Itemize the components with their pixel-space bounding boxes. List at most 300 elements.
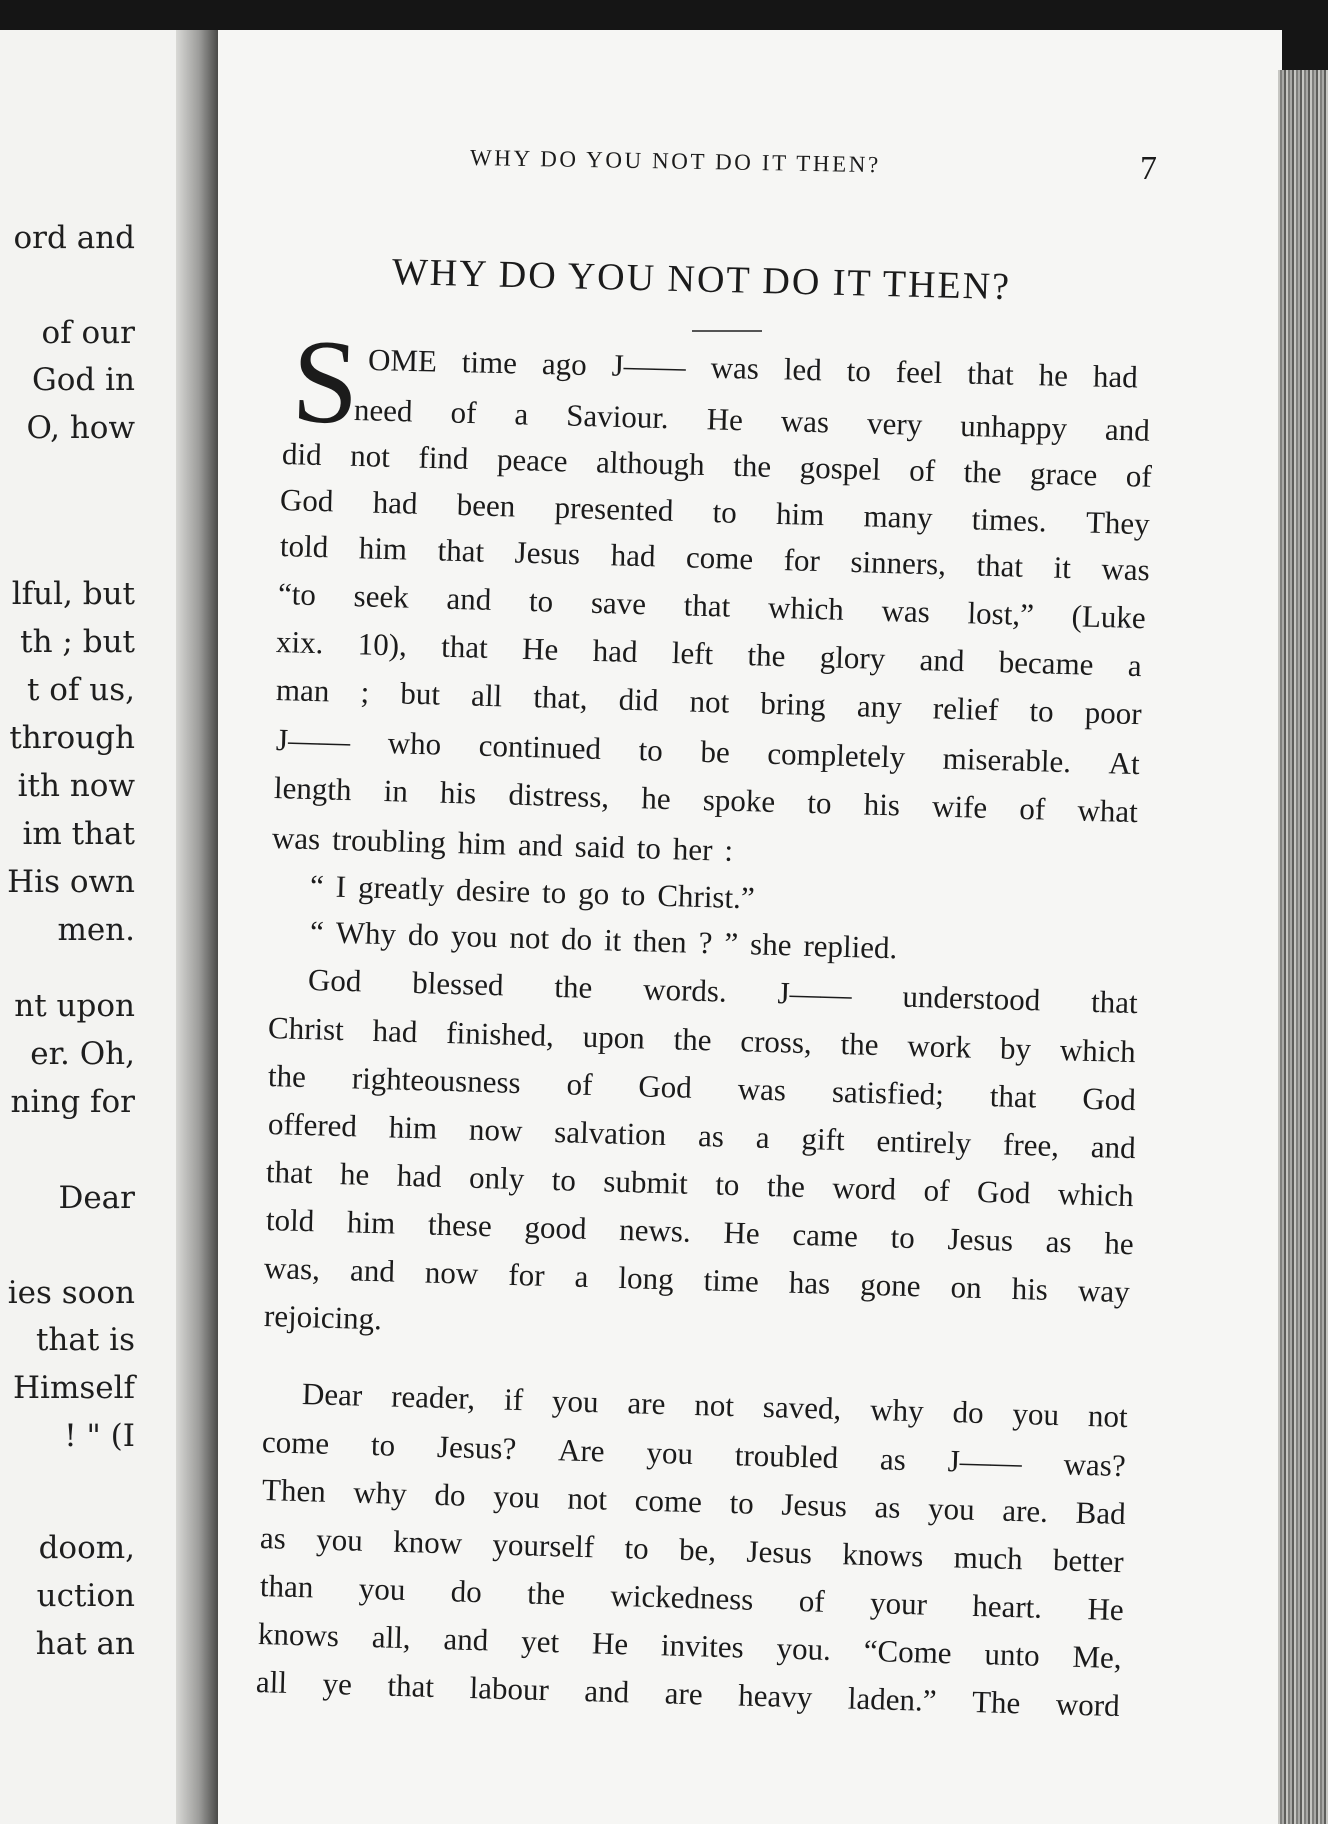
body-line bbox=[263, 1298, 382, 1341]
word: of bbox=[798, 1583, 826, 1619]
word: was bbox=[271, 820, 321, 857]
word: not bbox=[693, 1386, 735, 1424]
word: ? bbox=[698, 924, 713, 961]
word: : bbox=[723, 832, 734, 868]
word: spoke bbox=[702, 781, 776, 819]
word: God bbox=[307, 962, 362, 999]
word: do bbox=[952, 1394, 985, 1431]
word: labour bbox=[469, 1669, 550, 1708]
word: submit bbox=[602, 1163, 689, 1201]
word: find bbox=[418, 439, 469, 476]
word: of bbox=[908, 452, 936, 489]
word: He bbox=[723, 1214, 761, 1251]
word: greatly bbox=[357, 869, 445, 907]
word: bring bbox=[759, 685, 827, 723]
word: him bbox=[388, 1109, 438, 1146]
word: Bad bbox=[1075, 1494, 1127, 1532]
word: Jesus bbox=[781, 1486, 848, 1524]
word: his bbox=[1011, 1270, 1049, 1307]
word: time bbox=[461, 344, 518, 381]
word: heart. bbox=[971, 1587, 1043, 1625]
word: now bbox=[424, 1254, 479, 1291]
word: better bbox=[1052, 1542, 1125, 1580]
word: word bbox=[1055, 1686, 1121, 1724]
word: had bbox=[372, 484, 418, 521]
word: wickedness bbox=[610, 1577, 754, 1617]
word: him bbox=[346, 1204, 396, 1241]
word: to bbox=[528, 583, 554, 619]
word: offered bbox=[267, 1106, 358, 1144]
word: words. bbox=[642, 971, 728, 1009]
word: was? bbox=[1063, 1446, 1127, 1484]
word: OME bbox=[367, 342, 438, 379]
word: and bbox=[517, 826, 564, 864]
word: if bbox=[503, 1381, 524, 1418]
word: told bbox=[265, 1202, 315, 1239]
word: do bbox=[407, 916, 440, 953]
word: They bbox=[1085, 504, 1151, 542]
left-page-line: ning for bbox=[10, 1084, 135, 1120]
word: him bbox=[457, 825, 507, 862]
word: much bbox=[953, 1539, 1024, 1577]
word: you bbox=[1012, 1395, 1060, 1433]
word: time bbox=[703, 1262, 760, 1299]
word: save bbox=[590, 584, 647, 622]
left-page-line: men. bbox=[57, 912, 135, 948]
word: as bbox=[874, 1489, 901, 1525]
word: distress, bbox=[508, 776, 610, 815]
word: blessed bbox=[411, 964, 505, 1003]
running-head: WHY DO YOU NOT DO IT THEN? bbox=[469, 145, 882, 178]
word: “ bbox=[309, 914, 325, 950]
word: and bbox=[919, 641, 965, 679]
word: J—— bbox=[777, 975, 853, 1013]
word: you bbox=[450, 917, 499, 955]
word: Jesus bbox=[947, 1221, 1014, 1258]
word: salvation bbox=[553, 1114, 667, 1153]
word: had bbox=[396, 1157, 443, 1194]
word: had bbox=[1092, 358, 1139, 395]
word: ye bbox=[322, 1665, 353, 1702]
word: all bbox=[255, 1664, 288, 1700]
left-page-line: that is bbox=[35, 1322, 135, 1358]
word: the bbox=[673, 1021, 713, 1058]
word: word bbox=[831, 1169, 897, 1207]
left-page-line: ies soon bbox=[7, 1275, 135, 1311]
word: any bbox=[856, 688, 903, 725]
left-page-line: uction bbox=[36, 1578, 135, 1614]
word: very bbox=[866, 405, 923, 442]
word: came bbox=[792, 1216, 859, 1254]
word: many bbox=[863, 498, 933, 536]
word: why bbox=[352, 1474, 408, 1512]
word: do bbox=[560, 921, 593, 957]
word: Jesus? bbox=[436, 1428, 517, 1467]
word: who bbox=[387, 725, 442, 762]
word: Are bbox=[557, 1432, 606, 1469]
word: times. bbox=[971, 501, 1048, 539]
word: J—— bbox=[275, 722, 351, 760]
word: gone bbox=[859, 1266, 922, 1304]
word: miserable. bbox=[942, 740, 1072, 780]
word: did bbox=[281, 436, 323, 473]
word: your bbox=[869, 1585, 928, 1622]
word: you bbox=[315, 1521, 364, 1558]
word: to bbox=[712, 494, 738, 530]
word: go bbox=[577, 875, 610, 912]
word: At bbox=[1108, 745, 1141, 782]
word: unhappy bbox=[959, 407, 1068, 446]
word: are bbox=[627, 1385, 666, 1422]
word: seek bbox=[353, 578, 410, 615]
word: do bbox=[450, 1573, 483, 1610]
word: only bbox=[468, 1159, 525, 1197]
word: yourself bbox=[492, 1526, 595, 1565]
left-page-line: Dear bbox=[58, 1180, 135, 1216]
word: said bbox=[574, 828, 626, 865]
word: all, bbox=[371, 1619, 412, 1656]
word: not bbox=[1087, 1397, 1129, 1435]
word: not bbox=[566, 1480, 608, 1517]
word: but bbox=[399, 675, 441, 712]
word: you bbox=[927, 1490, 976, 1527]
word: was bbox=[1100, 550, 1151, 588]
word: Why bbox=[335, 914, 397, 952]
word: be bbox=[700, 733, 731, 770]
word: need bbox=[353, 392, 414, 429]
word: grace bbox=[1029, 455, 1098, 493]
word: he bbox=[640, 780, 672, 817]
drop-cap: S bbox=[289, 313, 361, 450]
word: that bbox=[440, 628, 489, 665]
word: was, bbox=[263, 1250, 321, 1287]
word: that bbox=[683, 587, 731, 624]
word: Saviour. bbox=[565, 397, 670, 436]
word: Then bbox=[261, 1472, 327, 1509]
word: the bbox=[267, 1058, 307, 1095]
word: saved, bbox=[762, 1388, 842, 1427]
word: gift bbox=[801, 1120, 846, 1158]
word: of bbox=[1125, 458, 1153, 494]
word: she bbox=[749, 926, 792, 963]
word: of bbox=[923, 1172, 950, 1209]
word: “Come bbox=[863, 1632, 953, 1671]
word: the bbox=[526, 1575, 566, 1612]
word: was bbox=[780, 403, 830, 440]
word: replied. bbox=[803, 927, 898, 966]
left-page-line: ith now bbox=[17, 768, 135, 804]
word: and bbox=[443, 1621, 489, 1658]
word: on bbox=[950, 1269, 983, 1306]
left-page-line: ! " (I bbox=[64, 1418, 135, 1454]
word: was bbox=[710, 349, 760, 386]
left-page-line: O, how bbox=[26, 410, 135, 446]
word: J—— bbox=[611, 347, 687, 385]
word: that bbox=[966, 355, 1015, 392]
word: you bbox=[492, 1478, 541, 1515]
word: his bbox=[439, 774, 477, 811]
word: a bbox=[755, 1119, 771, 1156]
left-page-line: t of us, bbox=[26, 672, 135, 708]
word: and bbox=[349, 1252, 396, 1289]
word: that bbox=[976, 547, 1024, 584]
word: then bbox=[632, 923, 688, 960]
word: come bbox=[685, 539, 754, 577]
word: the bbox=[840, 1026, 880, 1063]
word: to bbox=[1029, 693, 1055, 729]
word: Dear bbox=[301, 1376, 363, 1413]
word: J—— bbox=[947, 1443, 1023, 1481]
word: which bbox=[767, 589, 845, 627]
word: told bbox=[279, 528, 329, 565]
word: led bbox=[783, 351, 823, 388]
word: relief bbox=[932, 690, 999, 728]
word: satisfied; bbox=[831, 1073, 945, 1112]
word: free, bbox=[1002, 1126, 1060, 1164]
word: peace bbox=[496, 441, 569, 479]
word: to bbox=[624, 1530, 650, 1566]
left-page-line: God in bbox=[31, 362, 135, 398]
word: He bbox=[591, 1625, 629, 1662]
word: as bbox=[259, 1520, 287, 1556]
word: not bbox=[509, 919, 550, 956]
word: to bbox=[729, 1485, 755, 1521]
word: than bbox=[259, 1568, 314, 1605]
word: that bbox=[265, 1154, 314, 1191]
word: ago bbox=[541, 345, 588, 382]
word: to bbox=[846, 352, 872, 389]
word: and bbox=[583, 1673, 630, 1710]
word: troubled bbox=[734, 1437, 839, 1476]
word: cross, bbox=[739, 1023, 813, 1061]
word: as bbox=[697, 1118, 725, 1154]
left-page-line: er. Oh, bbox=[30, 1036, 135, 1072]
left-page-line: through bbox=[9, 720, 135, 756]
left-page-text bbox=[0, 30, 135, 1824]
word: you bbox=[646, 1434, 694, 1472]
word: of bbox=[450, 394, 477, 431]
word: the bbox=[766, 1168, 806, 1205]
word: he bbox=[339, 1156, 370, 1192]
word: Christ bbox=[267, 1010, 345, 1048]
word: I bbox=[335, 868, 347, 905]
word: good bbox=[524, 1209, 588, 1246]
word: Jesus bbox=[746, 1533, 813, 1571]
word: upon bbox=[582, 1018, 646, 1056]
word: The bbox=[971, 1684, 1021, 1721]
word: to bbox=[806, 784, 833, 821]
word: which bbox=[1059, 1032, 1137, 1070]
word: you. bbox=[776, 1630, 832, 1667]
word: these bbox=[427, 1206, 493, 1244]
word: was bbox=[737, 1071, 787, 1108]
word: became bbox=[998, 644, 1094, 682]
word: man bbox=[275, 672, 330, 709]
word: Christ.” bbox=[656, 877, 756, 916]
word: God bbox=[976, 1173, 1031, 1211]
word: be, bbox=[678, 1531, 717, 1568]
word: he bbox=[1103, 1225, 1135, 1262]
word: was bbox=[881, 592, 931, 630]
word: God bbox=[1081, 1080, 1137, 1118]
left-page-line: lful, but bbox=[11, 576, 135, 612]
word: why bbox=[869, 1391, 925, 1429]
word: righteousness bbox=[351, 1060, 522, 1101]
word: gospel bbox=[799, 449, 882, 487]
word: work bbox=[906, 1027, 972, 1065]
word: length bbox=[273, 770, 353, 808]
word: for bbox=[507, 1256, 546, 1293]
word: that, bbox=[532, 679, 589, 716]
word: yet bbox=[520, 1623, 560, 1660]
word: a bbox=[1127, 647, 1143, 684]
word: as bbox=[1045, 1223, 1073, 1260]
word: entirely bbox=[876, 1123, 972, 1161]
left-page-line: hat an bbox=[35, 1626, 135, 1662]
word: to bbox=[620, 876, 646, 913]
word: that bbox=[437, 532, 485, 569]
word: desire bbox=[455, 872, 531, 910]
word: lost,” bbox=[967, 595, 1035, 633]
word: did bbox=[618, 681, 659, 718]
left-page-line: His own bbox=[7, 864, 135, 900]
word: come bbox=[634, 1482, 703, 1520]
word: and bbox=[1090, 1128, 1137, 1166]
word: you bbox=[551, 1382, 600, 1420]
word: to bbox=[890, 1219, 916, 1256]
word: continued bbox=[478, 727, 602, 767]
word: news. bbox=[618, 1211, 692, 1249]
left-page-line: Himself bbox=[13, 1370, 135, 1406]
word: the bbox=[553, 968, 593, 1005]
word: 10), bbox=[357, 626, 408, 663]
word: left bbox=[671, 635, 714, 672]
word: in bbox=[383, 773, 409, 809]
word: what bbox=[1077, 792, 1139, 830]
word: her bbox=[672, 831, 713, 868]
title-divider bbox=[692, 330, 762, 332]
word: presented bbox=[554, 489, 674, 528]
word: are. bbox=[1001, 1492, 1049, 1529]
word: laden.” bbox=[847, 1680, 938, 1719]
word: poor bbox=[1084, 694, 1143, 732]
word: are bbox=[664, 1675, 704, 1712]
word: troubling bbox=[331, 821, 447, 860]
left-page-line: nt upon bbox=[14, 988, 135, 1024]
word: God bbox=[279, 482, 334, 519]
word: you bbox=[358, 1570, 406, 1608]
word: a bbox=[514, 396, 529, 432]
page-edges bbox=[1278, 70, 1328, 1824]
book-gutter bbox=[176, 30, 218, 1824]
word: of bbox=[566, 1066, 593, 1103]
word: he bbox=[1038, 357, 1069, 393]
word: come bbox=[261, 1424, 330, 1461]
word: knows bbox=[257, 1616, 340, 1654]
word: that bbox=[989, 1078, 1037, 1115]
word: all bbox=[470, 677, 503, 714]
word: do bbox=[434, 1476, 467, 1513]
word: reader, bbox=[390, 1378, 476, 1416]
word: it bbox=[1053, 549, 1072, 586]
word: had bbox=[610, 537, 656, 574]
word: which bbox=[1057, 1176, 1135, 1214]
word: it bbox=[603, 922, 622, 958]
left-page-line: doom, bbox=[38, 1530, 135, 1566]
word: He bbox=[1087, 1591, 1125, 1628]
word: rejoicing. bbox=[263, 1298, 383, 1337]
word: and bbox=[1104, 411, 1151, 448]
word: ; bbox=[360, 674, 370, 710]
word: him bbox=[775, 495, 825, 533]
word: of bbox=[1018, 790, 1046, 827]
word: understood bbox=[902, 978, 1041, 1018]
word: invites bbox=[660, 1627, 745, 1665]
left-page-line: of our bbox=[41, 315, 135, 351]
left-page-line: th ; but bbox=[20, 624, 135, 660]
word: the bbox=[747, 637, 786, 674]
word: the bbox=[963, 453, 1003, 490]
word: now bbox=[468, 1111, 523, 1149]
word: completely bbox=[766, 735, 906, 775]
word: had bbox=[372, 1012, 418, 1050]
left-page-line: im that bbox=[22, 816, 135, 852]
word: glory bbox=[819, 639, 886, 677]
left-page-line: ord and bbox=[13, 220, 135, 256]
word: “to bbox=[277, 576, 317, 613]
word: that bbox=[387, 1667, 435, 1704]
word: wife bbox=[931, 788, 988, 825]
word: although bbox=[595, 444, 706, 483]
word: feel bbox=[895, 353, 943, 391]
word: to bbox=[541, 874, 567, 911]
word: finished, bbox=[445, 1014, 555, 1053]
word: Me, bbox=[1072, 1638, 1123, 1676]
word: a bbox=[574, 1258, 589, 1295]
word: not bbox=[689, 683, 730, 720]
word: knows bbox=[841, 1536, 924, 1574]
word: to bbox=[638, 732, 664, 768]
word: as bbox=[879, 1441, 907, 1477]
word: way bbox=[1077, 1272, 1131, 1310]
word: him bbox=[358, 530, 408, 567]
word: “ bbox=[309, 868, 325, 904]
word: ” bbox=[723, 925, 739, 961]
word: heavy bbox=[737, 1677, 813, 1715]
word: the bbox=[732, 447, 772, 484]
word: sinners, bbox=[849, 543, 947, 582]
word: Jesus bbox=[514, 534, 581, 572]
word: He bbox=[521, 630, 559, 667]
page-number: 7 bbox=[1140, 150, 1157, 187]
word: to bbox=[636, 830, 662, 866]
word: been bbox=[456, 486, 516, 524]
chapter-title: WHY DO YOU NOT DO IT THEN? bbox=[391, 251, 1012, 309]
word: not bbox=[349, 437, 391, 474]
word: for bbox=[783, 542, 821, 579]
word: that bbox=[1090, 983, 1139, 1021]
word: long bbox=[618, 1259, 675, 1297]
word: to bbox=[551, 1161, 577, 1198]
word: xix. bbox=[275, 624, 324, 661]
word: God bbox=[637, 1068, 693, 1105]
word: know bbox=[392, 1523, 463, 1561]
word: to bbox=[370, 1427, 396, 1463]
word: He bbox=[706, 401, 744, 438]
word: has bbox=[788, 1264, 831, 1301]
word: (Luke bbox=[1071, 598, 1147, 636]
word: and bbox=[446, 580, 492, 617]
